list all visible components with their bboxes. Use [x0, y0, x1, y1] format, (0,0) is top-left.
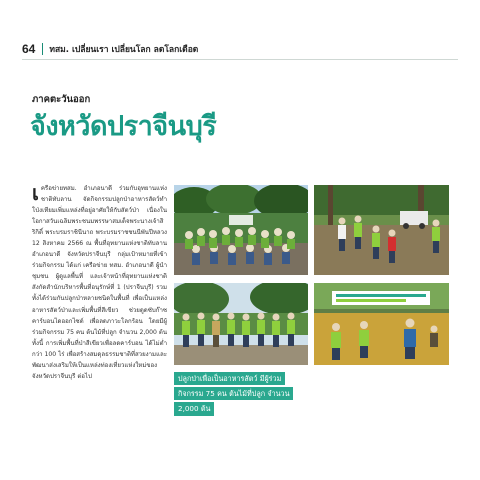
tree-planting-icon	[314, 185, 449, 275]
photo-group-line	[174, 283, 308, 365]
photo-group-canopy	[314, 283, 449, 365]
group-photo-icon	[174, 283, 308, 365]
header-bar	[22, 40, 458, 58]
caption-line-2: กิจกรรม 75 คน ต้นไม้ที่ปลูก จำนวน	[174, 387, 293, 400]
publication-title: ทสม. เปลี่ยนเรา เปลี่ยนโลก ลดโลกเดือด	[49, 45, 199, 55]
photo-tree-planting	[314, 185, 449, 275]
article-text: ครือข่ายทสม. อำเภอนาดี ร่วมกับอุทยานแห่งชาติทับลาน จัดกิจกรรมปลูกป่าอาหารสัตว์ทำโป่งเทียมเพิ่มแหล่งที่อยู่อาศัยให้กับสัตว์ป่า เนื่องในโอกาสวันเฉลิมพระชนมพรรษาสมเด็จพระนางเจ้าสิริกิติ์ พระบรมราชินีนาถ พระบรมราชชนนีพันปีหลวง 12 สิงหาคม 2566 ณ พื้นที่อุทยานแห่งชาติทับลาน อำเภอนาดี จังหวัดปราจีนบุรี กลุ่มเป้าหมายที่เข้าร่วมกิจกรรม ได้แก่ เครือข่าย ทสม. อำเภอนาดี ผู้นำชุมชน ผู้ดูแลพื้นที่ และเจ้าหน้าที่อุทยานแห่งชาติ สังกัดสำนักบริหารพื้นที่อนุรักษ์ที่ 1 (ปราจีนบุรี) รวมทั้งได้ร่วมกันปลูกป่าหลายชนิดในพื้นที่ เพื่อเป็นแหล่งอาหารสัตว์ป่าและเพิ่มพื้นที่สีเขียว ช่วยดูดซับก๊าซคาร์บอนไดออกไซด์ เพื่อลดภาวะโลกร้อน โดยมีผู้ร่วมกิจกรรม 75 คน ต้นไม้ที่ปลูก จำนวน 2,000 ต้น ทั้งนี้ การเพิ่มพื้นที่ป่าสีเขียวเพื่อลดคาร์บอน ได้ไม่ต่ำกว่า 100 ไร่ เพื่อสร้างสมดุลธรรมชาติที่สวยงามและพัฒนาส่งเสริมให้เป็นแหล่งท่องเที่ยวแห่งใหม่ของจังหวัดปราจีนบุรี ต่อไป	[32, 185, 167, 380]
caption-line-3: 2,000 ต้น	[174, 402, 214, 415]
group-photo-icon	[314, 283, 449, 365]
caption-line-1: ปลูกป่าเพื่อเป็นอาหารสัตว์ มีผู้ร่วม	[174, 372, 285, 385]
header-rule	[22, 59, 458, 60]
drop-cap: เ	[32, 181, 39, 205]
article-body	[32, 183, 167, 382]
article-title: จังหวัดปราจีนบุรี	[30, 111, 217, 142]
region-kicker: ภาคตะวันออก	[32, 94, 91, 105]
photo-caption	[174, 372, 314, 418]
photo-group-forest	[174, 185, 308, 275]
group-photo-icon	[174, 185, 308, 275]
header-divider	[42, 43, 43, 55]
page-number: 64	[22, 42, 36, 56]
